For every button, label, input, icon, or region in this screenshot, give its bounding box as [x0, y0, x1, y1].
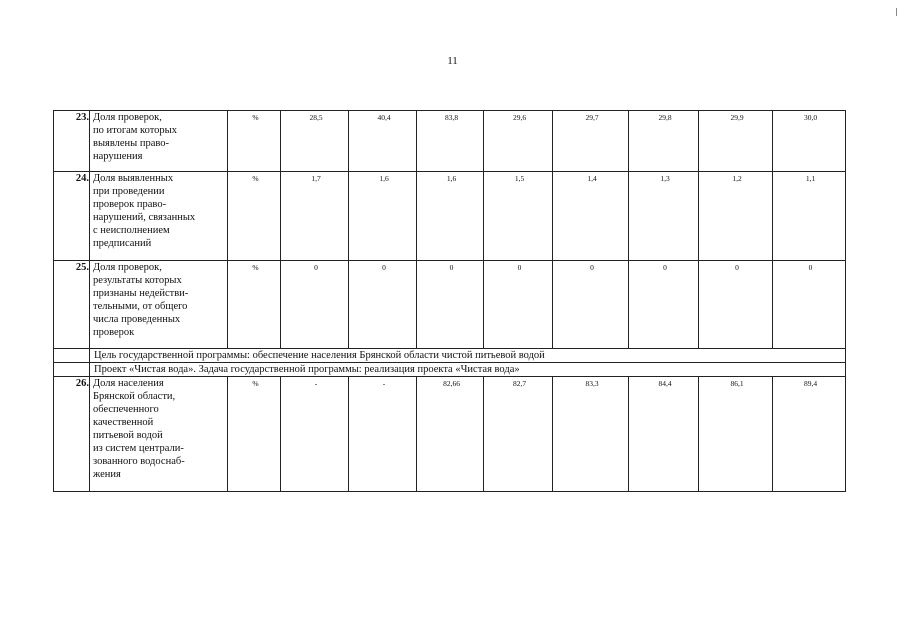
- table-row: [54, 261, 846, 349]
- value-cell: 0: [553, 261, 629, 349]
- value-cell: 29,7: [553, 111, 629, 172]
- value-cell: 29,6: [484, 111, 553, 172]
- value-cell: 40,4: [349, 111, 417, 172]
- value-cell: 30,0: [773, 111, 846, 172]
- value-cell: 1,2: [699, 172, 773, 261]
- row-number: 25.: [54, 261, 90, 349]
- value-cell: 29,9: [699, 111, 773, 172]
- value-cell: 89,4: [773, 377, 846, 492]
- value-cell: 86,1: [699, 377, 773, 492]
- indicator-name: Доля населения Брянской области, обеспеченного качественной питьевой водой из систем централи- зованного водоснаб- жения: [90, 377, 228, 492]
- scan-edge-mark: [896, 8, 897, 16]
- unit-cell: %: [228, 377, 281, 492]
- empty-cell: [54, 363, 90, 377]
- value-cell: 0: [417, 261, 484, 349]
- project-task-text: Проект «Чистая вода». Задача государственной программы: реализация проекта «Чистая вода»: [90, 363, 846, 377]
- value-cell: 1,5: [484, 172, 553, 261]
- value-cell: -: [349, 377, 417, 492]
- project-row: [54, 363, 846, 377]
- value-cell: 1,4: [553, 172, 629, 261]
- value-cell: 0: [281, 261, 349, 349]
- program-goal-text: Цель государственной программы: обеспечение населения Брянской области чистой питьевой водой: [90, 349, 846, 363]
- row-number: 26.: [54, 377, 90, 492]
- value-cell: 1,7: [281, 172, 349, 261]
- value-cell: 83,8: [417, 111, 484, 172]
- unit-cell: %: [228, 172, 281, 261]
- unit-cell: %: [228, 111, 281, 172]
- value-cell: 1,3: [629, 172, 699, 261]
- value-cell: 82,66: [417, 377, 484, 492]
- value-cell: 84,4: [629, 377, 699, 492]
- row-number: 24.: [54, 172, 90, 261]
- unit-cell: %: [228, 261, 281, 349]
- value-cell: 82,7: [484, 377, 553, 492]
- table-row: [54, 172, 846, 261]
- value-cell: 1,6: [349, 172, 417, 261]
- value-cell: 0: [484, 261, 553, 349]
- value-cell: -: [281, 377, 349, 492]
- value-cell: 0: [773, 261, 846, 349]
- page-number: 11: [447, 55, 458, 67]
- goal-row: [54, 349, 846, 363]
- value-cell: 28,5: [281, 111, 349, 172]
- indicators-table: [53, 110, 846, 492]
- value-cell: 83,3: [553, 377, 629, 492]
- indicator-name: Доля выявленных при проведении проверок право- нарушений, связанных с неисполнением предписаний: [90, 172, 228, 261]
- value-cell: 29,8: [629, 111, 699, 172]
- value-cell: 0: [699, 261, 773, 349]
- row-number: 23.: [54, 111, 90, 172]
- empty-cell: [54, 349, 90, 363]
- table-row: [54, 377, 846, 492]
- value-cell: 1,1: [773, 172, 846, 261]
- value-cell: 0: [349, 261, 417, 349]
- table-row: [54, 111, 846, 172]
- indicator-name: Доля проверок, по итогам которых выявлены право- нарушения: [90, 111, 228, 172]
- indicator-name: Доля проверок, результаты которых признаны недействи- тельными, от общего числа проведенных проверок: [90, 261, 228, 349]
- value-cell: 1,6: [417, 172, 484, 261]
- value-cell: 0: [629, 261, 699, 349]
